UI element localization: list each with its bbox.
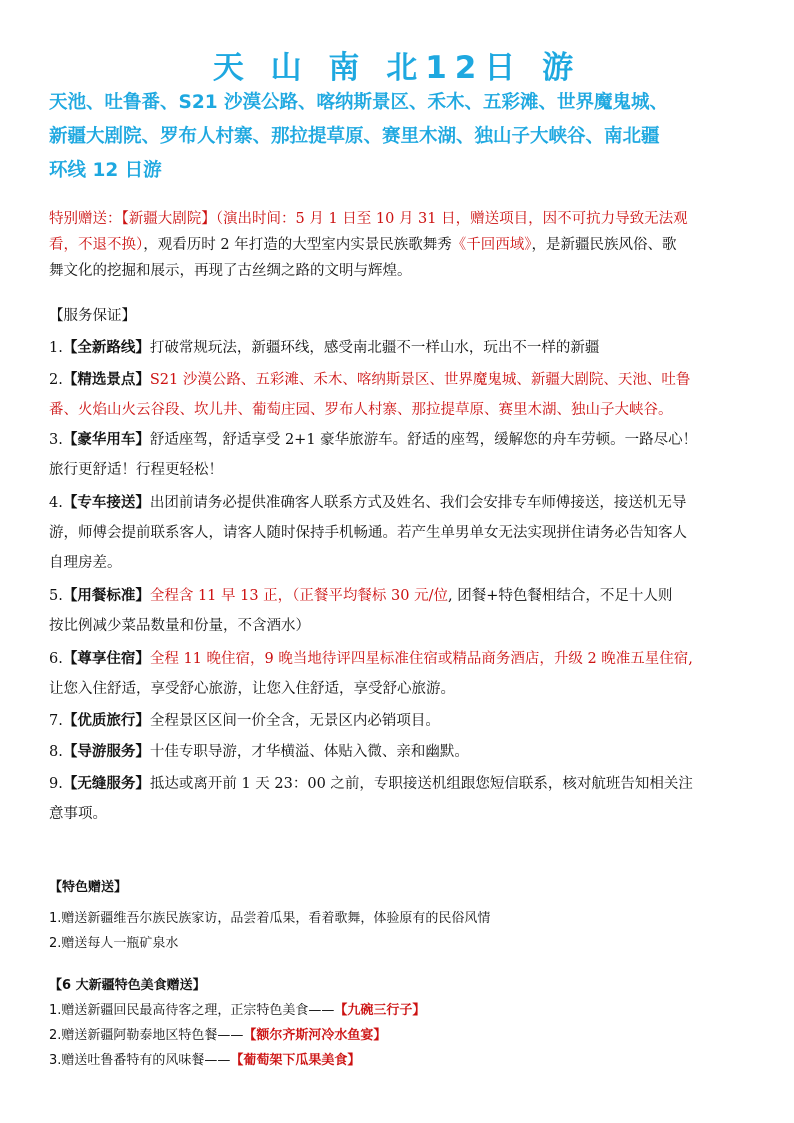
- subtitle-line: 环线 12 日游: [49, 160, 162, 181]
- service-item: [49, 490, 749, 576]
- food-item: [49, 998, 749, 1023]
- item-number: 5.: [49, 588, 63, 604]
- item-text: S21 沙漠公路、五彩滩、禾木、喀纳斯景区、世界魔鬼城、新疆大剧院、天池、吐鲁: [149, 372, 691, 388]
- item-text: 全程 11 晚住宿，9 晚当地待评四星标准住宿或精品商务酒店，升级 2 晚准五星住宿,: [149, 651, 693, 667]
- item-text: 旅行更舒适！行程更轻松！: [49, 462, 223, 478]
- item-number: 8.: [49, 744, 63, 760]
- item-number: 6.: [49, 651, 63, 667]
- food-item-text: 2.赠送新疆阿勒泰地区特色餐——: [49, 1028, 244, 1043]
- food-item: [49, 1048, 749, 1073]
- service-heading: 【服务保证】: [49, 308, 136, 324]
- service-item: [49, 427, 749, 483]
- gift-no-refund: 看，不退不换）: [49, 237, 144, 253]
- item-text: 舒适座驾，舒适享受 2+1 豪华旅游车。舒适的座驾，缓解您的舟车劳顿。一路尽心！: [149, 432, 698, 448]
- item-text: 打破常规玩法，新疆环线，感受南北疆不一样山水，玩出不一样的新疆: [149, 340, 600, 356]
- item-number: 3.: [49, 432, 63, 448]
- item-label: 【精选景点】: [62, 371, 150, 388]
- item-number: 1.: [49, 340, 63, 356]
- item-label: 【无缝服务】: [62, 775, 150, 792]
- gift-text: ，是新疆民族风俗、歌: [531, 237, 677, 253]
- gift-line: [49, 232, 749, 258]
- item-text: 游，师傅会提前联系客人，请客人随时保持手机畅通。若产生单男单女无法实现拼住请务必告知客人: [49, 525, 687, 541]
- food-item: [49, 1023, 749, 1048]
- service-item: [49, 739, 749, 765]
- item-label: 【优质旅行】: [62, 712, 150, 729]
- special-gift-item: 1.赠送新疆维吾尔族民族家访，品尝着瓜果，看着歌舞，体验原有的民俗风情: [49, 911, 491, 926]
- service-item: [49, 335, 749, 361]
- food-item-highlight: 【葡萄架下瓜果美食】: [230, 1053, 361, 1068]
- item-label: 【用餐标准】: [62, 587, 150, 604]
- item-label: 【专车接送】: [62, 494, 150, 511]
- subtitle-line: 天池、吐鲁番、S21 沙漠公路、喀纳斯景区、禾木、五彩滩、世界魔鬼城、: [49, 92, 669, 113]
- special-gift-heading: 【特色赠送】: [49, 880, 128, 895]
- food-heading: 【6 大新疆特色美食赠送】: [49, 978, 206, 993]
- service-item: [49, 771, 749, 827]
- food-section: [49, 973, 749, 1073]
- item-number: 2.: [49, 372, 63, 388]
- item-text: 全程含 11 早 13 正，（正餐平均餐标 30 元/位: [149, 588, 448, 604]
- gift-text: ，观看历时 2 年打造的大型室内实景民族歌舞秀: [143, 237, 452, 253]
- service-item: [49, 708, 749, 734]
- food-item-text: 3.赠送吐鲁番特有的风味餐——: [49, 1053, 231, 1068]
- item-text: 番、火焰山火云谷段、坎儿井、葡萄庄园、罗布人村寨、那拉提草原、赛里木湖、独山子大峡谷。: [49, 402, 673, 418]
- service-item: [49, 583, 749, 639]
- gift-show-name: 《千回西域》: [451, 237, 532, 253]
- gift-line: 特别赠送：【新疆大剧院】（演出时间：5 月 1 日至 10 月 31 日，赠送项目，因不可抗力导致无法观: [49, 211, 688, 227]
- item-text: , 团餐+特色餐相结合，不足十人则: [448, 588, 673, 604]
- food-item-highlight: 【额尔齐斯河冷水鱼宴】: [243, 1028, 387, 1043]
- item-number: 4.: [49, 495, 63, 511]
- special-gift-item: 2.赠送每人一瓶矿泉水: [49, 936, 179, 951]
- service-item: [49, 367, 749, 423]
- item-label: 【豪华用车】: [62, 431, 150, 448]
- item-text: 抵达或离开前 1 天 23：00 之前，专职接送机组跟您短信联系，核对航班告知相关注: [149, 776, 693, 792]
- food-item-highlight: 【九碗三行子】: [334, 1003, 426, 1018]
- service-item: [49, 646, 749, 702]
- item-label: 【全新路线】: [62, 339, 150, 356]
- item-text: 出团前请务必提供准确客人联系方式及姓名、我们会安排专车师傅接送，接送机无导: [149, 495, 687, 511]
- special-gift-section: [49, 875, 749, 956]
- item-label: 【尊享住宿】: [62, 650, 150, 667]
- item-text: 十佳专职导游，才华横溢、体贴入微、亲和幽默。: [149, 744, 469, 760]
- item-text: 自理房差。: [49, 555, 122, 571]
- food-item-text: 1.赠送新疆回民最高待客之理，正宗特色美食——: [49, 1003, 335, 1018]
- gift-line: 舞文化的挖掘和展示，再现了古丝绸之路的文明与辉煌。: [49, 263, 412, 279]
- item-number: 7.: [49, 713, 63, 729]
- item-label: 【导游服务】: [62, 743, 150, 760]
- subtitle-line: 新疆大剧院、罗布人村寨、那拉提草原、赛里木湖、独山子大峡谷、南北疆: [49, 126, 660, 147]
- gift-paragraph: [49, 206, 749, 284]
- subtitle: [49, 86, 749, 188]
- item-text: 意事项。: [49, 806, 107, 822]
- item-text: 让您入住舒适，享受舒心旅游，让您入住舒适，享受舒心旅游。: [49, 681, 455, 697]
- page-title: 天 山 南 北12日 游: [212, 50, 582, 86]
- item-text: 按比例减少菜品数量和份量，不含酒水）: [49, 618, 310, 634]
- item-number: 9.: [49, 776, 63, 792]
- item-text: 全程景区区间一价全含，无景区内必销项目。: [149, 713, 440, 729]
